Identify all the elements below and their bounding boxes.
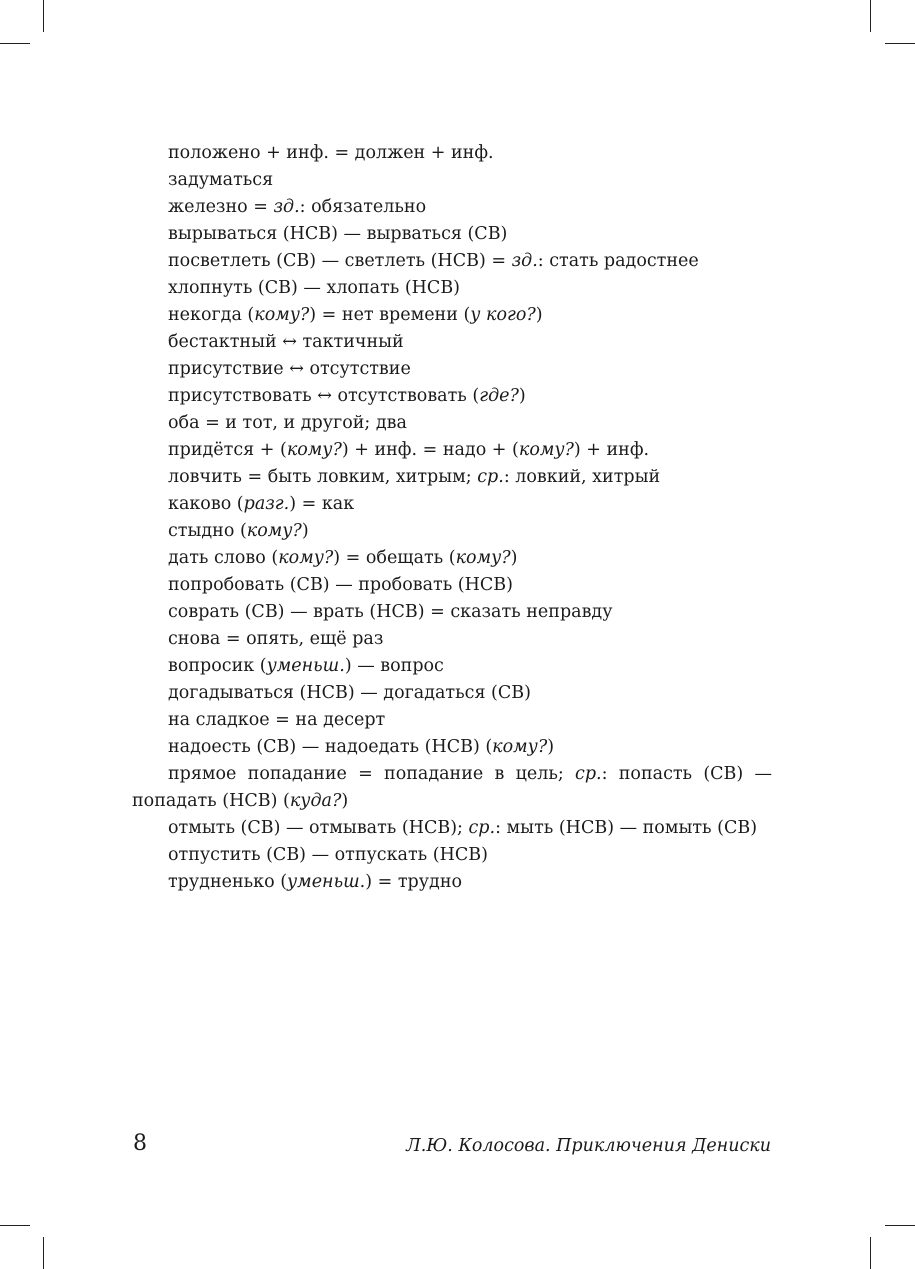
vocab-entry: [132, 707, 772, 734]
entry-text: ) = трудно: [365, 872, 463, 892]
vocab-entry: [132, 545, 772, 572]
grammar-note: разг.: [243, 494, 290, 514]
vocab-entry: [132, 815, 772, 842]
entry-text: бестактный ↔ тактичный: [168, 332, 404, 352]
grammar-note: кому?: [492, 737, 548, 757]
entry-text: ) + инф.: [573, 440, 650, 460]
grammar-note: уменьш.: [287, 872, 366, 892]
entry-text: присутствие ↔ отсутствие: [168, 359, 411, 379]
entry-text: положено + инф. = должен + инф.: [168, 143, 494, 163]
grammar-note: ср.: [575, 764, 602, 784]
entry-text: соврать (СВ) — врать (НСВ) = сказать неправду: [168, 602, 613, 622]
vocab-entry: [132, 383, 772, 410]
entry-text: прямое попадание = попадание в цель;: [168, 764, 576, 784]
vocab-entry: [132, 356, 772, 383]
entry-text: : ловкий, хитрый: [503, 467, 661, 487]
crop-mark: [885, 1225, 915, 1226]
entry-text: отмыть (СВ) — отмывать (НСВ);: [168, 818, 469, 838]
entry-text: : попасть (СВ) — попадать (НСВ) (: [132, 764, 772, 811]
vocab-entry: [132, 869, 772, 896]
crop-mark: [0, 43, 30, 44]
vocab-entry: [132, 842, 772, 869]
grammar-note: кому?: [455, 548, 511, 568]
entry-text: ) = нет времени (: [309, 305, 471, 325]
entry-text: посветлеть (СВ) — светлеть (НСВ) =: [168, 251, 512, 271]
entry-text: : мыть (НСВ) — помыть (СВ): [495, 818, 758, 838]
vocab-entry: [132, 167, 772, 194]
vocab-entry: [132, 626, 772, 653]
grammar-note: кому?: [254, 305, 310, 325]
vocabulary-list: [132, 140, 772, 896]
entry-text: на сладкое = на десерт: [168, 710, 386, 730]
entry-text: ) = обещать (: [333, 548, 456, 568]
entry-text: дать слово (: [168, 548, 279, 568]
vocab-entry: [132, 518, 772, 545]
vocab-entry: [132, 491, 772, 518]
grammar-note: кому?: [518, 440, 574, 460]
vocab-entry: [132, 599, 772, 626]
crop-mark: [870, 0, 871, 32]
crop-mark: [0, 1225, 30, 1226]
entry-text: ): [510, 548, 518, 568]
page-number: 8: [133, 1131, 147, 1156]
grammar-note: кому?: [246, 521, 302, 541]
entry-text: стыдно (: [168, 521, 247, 541]
entry-text: железно =: [168, 197, 274, 217]
vocab-entry: [132, 302, 772, 329]
grammar-note: кому?: [278, 548, 334, 568]
crop-mark: [885, 43, 915, 44]
vocab-entry: [132, 734, 772, 761]
grammar-note: кому?: [286, 440, 342, 460]
entry-text: ) = как: [289, 494, 355, 514]
vocab-entry: [132, 464, 772, 491]
grammar-note: у кого?: [470, 305, 536, 325]
vocab-entry: [132, 275, 772, 302]
entry-text: придётся + (: [168, 440, 287, 460]
grammar-note: ср.: [477, 467, 504, 487]
entry-text: : стать радостнее: [537, 251, 699, 271]
crop-mark: [43, 0, 44, 32]
entry-text: каково (: [168, 494, 244, 514]
grammar-note: уменьш.: [266, 656, 345, 676]
entry-text: трудненько (: [168, 872, 288, 892]
entry-text: ): [341, 791, 349, 811]
crop-mark: [43, 1237, 44, 1269]
entry-text: ): [301, 521, 309, 541]
grammar-note: куда?: [289, 791, 342, 811]
grammar-note: ср.: [468, 818, 496, 838]
vocab-entry: [132, 680, 772, 707]
entry-text: надоесть (СВ) — надоедать (НСВ) (: [168, 737, 493, 757]
entry-text: ловчить = быть ловким, хитрым;: [168, 467, 478, 487]
vocab-entry: [132, 761, 772, 815]
entry-text: ): [535, 305, 543, 325]
entry-text: оба = и тот, и другой; два: [168, 413, 407, 433]
vocab-entry: [132, 410, 772, 437]
vocab-entry: [132, 329, 772, 356]
entry-text: вырываться (НСВ) — вырваться (СВ): [168, 224, 508, 244]
entry-text: ): [547, 737, 555, 757]
vocab-entry: [132, 140, 772, 167]
running-title: Л.Ю. Колосова. Приключения Дениски: [406, 1136, 771, 1156]
entry-text: ) + инф. = надо + (: [341, 440, 519, 460]
entry-text: хлопнуть (СВ) — хлопать (НСВ): [168, 278, 461, 298]
vocab-entry: [132, 653, 772, 680]
entry-text: ) — вопрос: [344, 656, 444, 676]
entry-text: : обязательно: [299, 197, 427, 217]
entry-text: присутствовать ↔ отсутствовать (: [168, 386, 480, 406]
grammar-note: зд.: [273, 197, 300, 217]
entry-text: ): [518, 386, 526, 406]
grammar-note: зд.: [511, 251, 538, 271]
vocab-entry: [132, 572, 772, 599]
entry-text: попробовать (СВ) — пробовать (НСВ): [168, 575, 513, 595]
vocab-entry: [132, 221, 772, 248]
crop-mark: [870, 1237, 871, 1269]
vocab-entry: [132, 194, 772, 221]
vocab-entry: [132, 248, 772, 275]
entry-text: догадываться (НСВ) — догадаться (СВ): [168, 683, 531, 703]
entry-text: отпустить (СВ) — отпускать (НСВ): [168, 845, 488, 865]
entry-text: снова = опять, ещё раз: [168, 629, 384, 649]
grammar-note: где?: [479, 386, 519, 406]
entry-text: вопросик (: [168, 656, 267, 676]
entry-text: задуматься: [168, 170, 274, 190]
entry-text: некогда (: [168, 305, 255, 325]
vocab-entry: [132, 437, 772, 464]
